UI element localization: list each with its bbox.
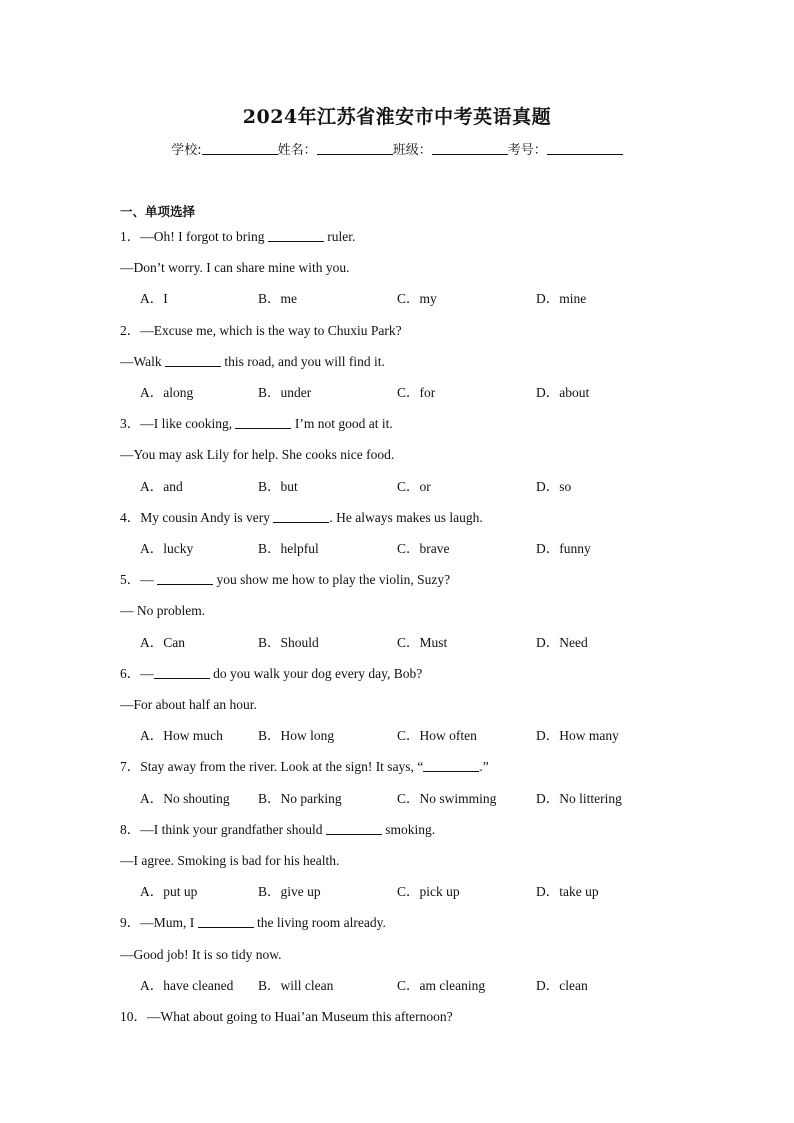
question-4-options [0, 541, 794, 557]
question-text: 3．—I like cooking, [120, 416, 236, 432]
question-7-options [0, 791, 794, 807]
option-a[interactable]: A．How much [140, 728, 223, 744]
school-label: 学校: [171, 143, 202, 158]
option-b[interactable]: B．How long [258, 728, 335, 744]
option-a[interactable]: A．I [140, 291, 168, 307]
answer-blank[interactable] [157, 572, 213, 585]
question-8-line-2 [120, 853, 339, 869]
question-text: 1．—Oh! I forgot to bring [120, 229, 268, 244]
question-text: .” [479, 759, 489, 775]
answer-blank[interactable] [235, 416, 291, 429]
option-b[interactable]: B．me [258, 291, 297, 307]
name-label: 姓名： [277, 143, 317, 158]
question-text: you show me how to play the violin, Suzy? [213, 572, 451, 588]
answer-blank[interactable] [326, 822, 382, 835]
answer-blank[interactable] [423, 759, 479, 772]
question-text: — No problem. [120, 603, 206, 619]
option-a[interactable]: A．along [140, 385, 194, 400]
question-text: ruler. [323, 229, 356, 244]
question-2-options [0, 385, 794, 401]
question-text: 5．— [120, 572, 158, 588]
name-field[interactable] [317, 142, 393, 155]
question-10-line-1 [120, 1009, 453, 1025]
option-d[interactable]: D．about [536, 385, 590, 400]
answer-blank[interactable] [165, 354, 221, 367]
option-a[interactable]: A．No shouting [140, 790, 230, 806]
question-text: —Don’t worry. I can share mine with you. [120, 260, 350, 276]
question-text: 2．—Excuse me, which is the way to Chuxiu Park? [120, 322, 402, 338]
question-1-line-2 [120, 260, 349, 276]
question-5-options [0, 635, 794, 651]
option-d[interactable]: D．mine [536, 291, 587, 307]
option-b[interactable]: B．but [258, 478, 298, 494]
question-text: —Good job! It is so tidy now. [120, 946, 282, 962]
question-text: I’m not good at it. [291, 416, 393, 432]
question-6-options [0, 728, 794, 744]
option-d[interactable]: D．funny [536, 541, 591, 556]
question-3-options [0, 479, 794, 495]
option-c[interactable]: C．pick up [397, 884, 460, 900]
question-text: —For about half an hour. [120, 697, 257, 712]
option-b[interactable]: B．will clean [258, 977, 334, 993]
question-1-line-1 [120, 229, 355, 245]
question-text: 6．— [120, 665, 154, 681]
exam-id-field[interactable] [547, 142, 623, 155]
question-text: . He always makes us laugh. [329, 509, 483, 525]
option-c[interactable]: C．Must [397, 634, 448, 650]
option-d[interactable]: D．so [536, 478, 572, 494]
answer-blank[interactable] [198, 915, 254, 928]
option-a[interactable]: A．have cleaned [140, 977, 234, 993]
question-9-options [0, 978, 794, 994]
option-b[interactable]: B．Should [258, 634, 319, 650]
question-5-line-1 [120, 572, 450, 588]
option-d[interactable]: D．How many [536, 728, 619, 744]
section-heading: 一、单项选择 [120, 204, 196, 219]
option-d[interactable]: D．clean [536, 977, 588, 993]
option-c[interactable]: C．am cleaning [397, 977, 486, 993]
question-2-line-1 [120, 323, 402, 339]
question-text: this road, and you will find it. [221, 353, 385, 369]
option-a[interactable]: A．and [140, 478, 183, 494]
question-5-line-2 [120, 603, 205, 619]
option-b[interactable]: B．under [258, 385, 312, 400]
question-text: 9．—Mum, I [120, 915, 198, 931]
question-6-line-2 [120, 697, 257, 713]
question-text: —Walk [120, 353, 166, 369]
question-8-options [0, 884, 794, 900]
question-text: 10．—What about going to Huai’an Museum this afternoon? [120, 1009, 453, 1024]
option-b[interactable]: B．give up [258, 884, 321, 900]
question-8-line-1 [120, 822, 435, 838]
option-c[interactable]: C．for [397, 385, 436, 400]
answer-blank[interactable] [268, 229, 324, 242]
answer-blank[interactable] [273, 510, 329, 523]
option-b[interactable]: B．No parking [258, 790, 342, 806]
question-3-line-1 [120, 416, 393, 432]
question-2-line-2 [120, 354, 385, 370]
question-3-line-2 [120, 447, 394, 463]
option-a[interactable]: A．put up [140, 884, 198, 900]
question-text: —You may ask Lily for help. She cooks nice food. [120, 447, 395, 463]
student-info-line [0, 139, 794, 158]
school-field[interactable] [202, 142, 278, 155]
question-4-line-1 [120, 510, 483, 526]
option-b[interactable]: B．helpful [258, 541, 319, 556]
class-label: 班级： [392, 143, 432, 158]
question-text: do you walk your dog every day, Bob? [209, 665, 423, 681]
question-text: 7．Stay away from the river. Look at the sign! It says, “ [120, 759, 424, 775]
question-9-line-1 [120, 915, 386, 931]
option-c[interactable]: C．my [397, 291, 437, 307]
question-7-line-1 [120, 759, 489, 775]
exam-id-label: 考号： [507, 143, 547, 158]
answer-blank[interactable] [154, 666, 210, 679]
option-c[interactable]: C．or [397, 478, 431, 494]
question-text: 8．—I think your grandfather should [120, 821, 326, 837]
question-text: the living room already. [253, 915, 386, 931]
option-d[interactable]: D．take up [536, 884, 599, 900]
page-title: 2024年江苏省淮安市中考英语真题 [242, 106, 552, 128]
option-c[interactable]: C．brave [397, 541, 450, 556]
question-text: 4．My cousin Andy is very [120, 509, 274, 525]
option-c[interactable]: C．How often [397, 728, 477, 744]
question-6-line-1 [120, 666, 422, 682]
option-c[interactable]: C．No swimming [397, 790, 497, 806]
question-1-options [0, 291, 794, 307]
question-9-line-2 [120, 947, 282, 963]
question-text: smoking. [381, 821, 436, 837]
class-field[interactable] [432, 142, 508, 155]
question-text: —I agree. Smoking is bad for his health. [120, 853, 340, 868]
option-a[interactable]: A．Can [140, 634, 185, 650]
option-d[interactable]: D．No littering [536, 790, 622, 806]
option-d[interactable]: D．Need [536, 634, 588, 650]
option-a[interactable]: A．lucky [140, 541, 194, 556]
